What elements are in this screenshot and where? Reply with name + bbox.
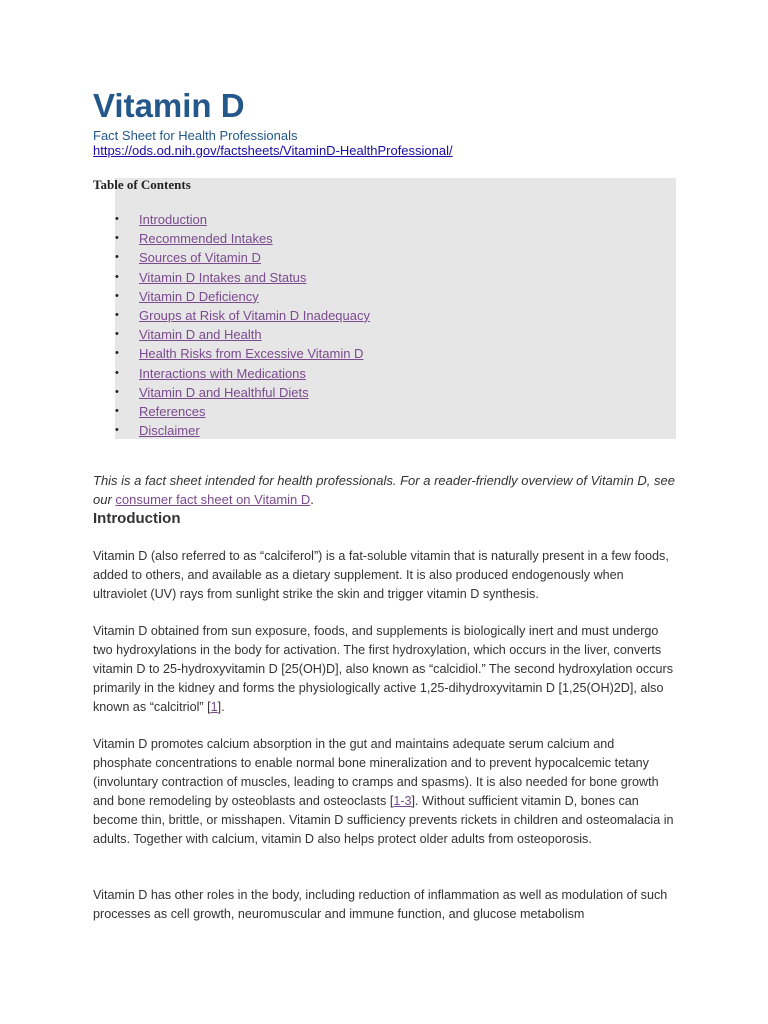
bullet-icon: • (115, 404, 119, 417)
paragraph-text: Vitamin D obtained from sun exposure, foods, and supplements is biologically inert and must undergo two hydroxylations in the body for activation. The first hydroxylation, which occurs in the liver, converts vitamin D to 25-hydroxyvitamin D [25(OH)D], also known as “calcidiol.” The second hydroxylation occurs primarily in the kidney and forms the physiologically active 1,25-dihydroxyvitamin D [1,25(OH)2D], also known as “calcitriol” [ (93, 624, 674, 715)
bullet-icon: • (115, 213, 119, 225)
toc-link-groups-at-risk[interactable]: Groups at Risk of Vitamin D Inadequacy (139, 307, 370, 323)
bullet-icon: • (115, 251, 119, 264)
toc-link-introduction[interactable]: Introduction (139, 212, 207, 227)
bullet-icon: • (115, 289, 119, 302)
intro-paragraph-4: Vitamin D has other roles in the body, including reduction of inflammation as well as modulation of such processes as cell growth, neuromuscular and immune function, and glucose metabolism (93, 888, 668, 922)
reference-link-1-3[interactable]: 1-3 (393, 794, 412, 809)
toc-link-health[interactable]: Vitamin D and Health (139, 327, 262, 343)
toc-link-health-risks[interactable]: Health Risks from Excessive Vitamin D (139, 346, 364, 362)
note-period: . (310, 492, 314, 507)
toc-link-disclaimer[interactable]: Disclaimer (139, 423, 200, 439)
paragraph-text-end: ]. Without sufficient vitamin D, bones can become thin, brittle, or misshapen. Vitamin D sufficiency prevents rickets in children and osteomalacia in adults. Together with calcium, vitamin D also helps protect older adults from osteoporosis. (93, 794, 674, 847)
bullet-icon: • (115, 232, 119, 245)
paragraph-text-end: ]. (217, 700, 225, 715)
bullet-icon: • (115, 347, 119, 360)
toc-link-deficiency[interactable]: Vitamin D Deficiency (139, 288, 259, 304)
toc-link-interactions[interactable]: Interactions with Medications (139, 365, 306, 381)
table-of-contents (93, 177, 676, 439)
intro-paragraph-2 (93, 622, 676, 717)
consumer-fact-sheet-link[interactable]: consumer fact sheet on Vitamin D (115, 492, 311, 507)
toc-link-sources[interactable]: Sources of Vitamin D (139, 250, 261, 266)
intro-paragraph-3 (93, 735, 676, 850)
bullet-icon: • (115, 424, 119, 437)
health-professional-note (93, 471, 676, 509)
paragraph-text: Vitamin D promotes calcium absorption in the gut and maintains adequate serum calcium and phosphate concentrations to enable normal bone mineralization and to prevent hypocalcemic tetany (involuntary contraction of muscles, leading to cramps and spasms). It is also needed for bone growth and bone remodeling by osteoblasts and osteoclasts [ (93, 737, 659, 809)
page-subtitle: Fact Sheet for Health Professionals (93, 128, 298, 143)
toc-heading: Table of Contents (93, 177, 191, 192)
toc-link-healthful-diets[interactable]: Vitamin D and Healthful Diets (139, 384, 309, 400)
toc-link-recommended-intakes[interactable]: Recommended Intakes (139, 231, 273, 247)
bullet-icon: • (115, 366, 119, 379)
toc-link-intakes-status[interactable]: Vitamin D Intakes and Status (139, 269, 307, 285)
introduction-heading: Introduction (93, 510, 181, 527)
toc-link-references[interactable]: References (139, 403, 206, 419)
bullet-icon: • (115, 270, 119, 283)
bullet-icon: • (115, 385, 119, 398)
intro-paragraph-1: Vitamin D (also referred to as “calciferol”) is a fat-soluble vitamin that is naturally present in a few foods, added to others, and available as a dietary supplement. It is also produced endogenously when ultraviolet (UV) rays from sunlight strike the skin and trigger vitamin D synthesis. (93, 549, 669, 602)
source-url-link[interactable]: https://ods.od.nih.gov/factsheets/VitaminD-HealthProfessional/ (93, 143, 453, 158)
bullet-icon: • (115, 308, 119, 321)
reference-link-1[interactable]: 1 (210, 700, 218, 715)
page-title: Vitamin D (93, 87, 245, 124)
bullet-icon: • (115, 328, 119, 341)
note-text: This is a fact sheet intended for health professionals. For a reader-friendly overview of Vitamin D, see our (93, 473, 675, 507)
